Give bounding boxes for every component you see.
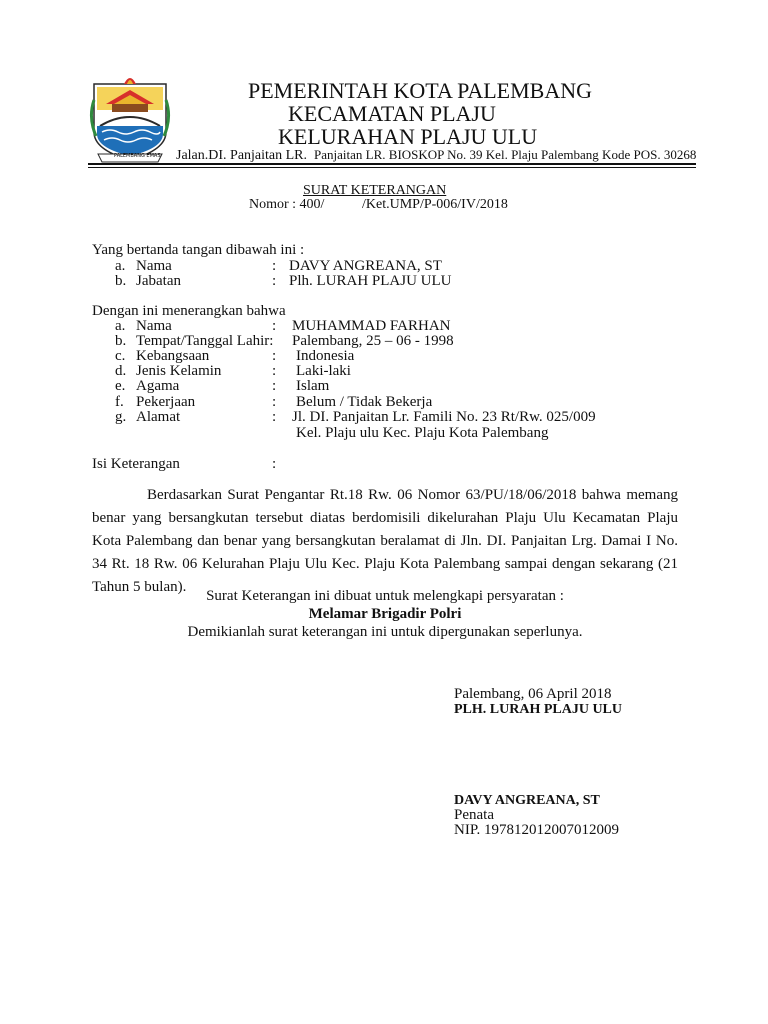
row-letter: a. <box>115 258 126 274</box>
row-value: MUHAMMAD FARHAN <box>292 318 451 334</box>
signature-name: DAVY ANGREANA, ST <box>454 793 600 808</box>
letterhead-address <box>176 146 696 164</box>
keterangan-paragraph-block <box>92 484 678 599</box>
letter-number-rest: /Ket.UMP/P-006/IV/2018 <box>362 197 508 212</box>
row-sep: : <box>272 394 277 410</box>
signature-rank: Penata <box>454 807 494 823</box>
keterangan-sep: : <box>272 456 277 472</box>
row-value: Islam <box>296 378 330 394</box>
row-sep: : <box>272 273 277 289</box>
row-label: Pekerjaan <box>136 394 196 410</box>
letterhead-line-2: KECAMATAN PLAJU <box>288 101 496 126</box>
purpose-text: Melamar Brigadir Polri <box>308 606 462 622</box>
keterangan-paragraph: Berdasarkan Surat Pengantar Rt.18 Rw. 06 Nomor 63/PU/18/06/2018 bahwa memang benar yang bersangkutan tersebut diatas berdomisili dikelurahan Plaju Ulu Kecamatan Plaju Kota Palembang dan benar yang bersangkutan beralamat di Jln. DI. Panjaitan Lrg. Damai I No. 34 Rt. 18 Rw. 06 Kelurahan Plaju Ulu Kec. Plaju Kota Palembang sampai dengan sekarang (21 Tahun 5 bulan). <box>92 487 678 595</box>
subject-intro: Dengan ini menerangkan bahwa <box>92 303 286 319</box>
letter-number-label: Nomor : 400/ <box>249 197 325 212</box>
address-part-2: Panjaitan LR. BIOSKOP No. 39 Kel. Plaju Palembang Kode POS. 30268 <box>314 147 697 162</box>
letterhead-line-1: PEMERINTAH KOTA PALEMBANG <box>248 78 593 103</box>
row-value: Jl. DI. Panjaitan Lr. Famili No. 23 Rt/Rw. 025/009 <box>292 409 596 425</box>
row-sep: : <box>272 348 277 364</box>
row-sep: : <box>272 318 277 334</box>
signature-place-date: Palembang, 06 April 2018 <box>454 686 612 702</box>
purpose-line: Surat Keterangan ini dibuat untuk melengkapi persyaratan : <box>206 588 564 604</box>
row-sep: : <box>272 409 277 425</box>
keterangan-label: Isi Keterangan <box>92 456 180 472</box>
row-label: Kebangsaan <box>136 348 210 364</box>
row-letter: b. <box>115 273 127 289</box>
row-letter: e. <box>115 378 126 394</box>
address-part-1: Jalan.DI. Panjaitan LR. <box>176 148 308 163</box>
closing-line: Demikianlah surat keterangan ini untuk dipergunakan seperlunya. <box>187 624 583 640</box>
row-letter: d. <box>115 363 127 379</box>
signer-intro: Yang bertanda tangan dibawah ini : <box>92 242 305 258</box>
row-sep: : <box>272 258 277 274</box>
subject-address-line-2: Kel. Plaju ulu Kec. Plaju Kota Palembang <box>296 425 549 441</box>
row-label: Nama <box>136 318 172 334</box>
row-label: Agama <box>136 378 180 394</box>
letter-title: SURAT KETERANGAN <box>303 183 447 198</box>
row-value: Plh. LURAH PLAJU ULU <box>289 273 452 289</box>
row-label: Nama <box>136 258 172 274</box>
row-sep: : <box>272 378 277 394</box>
row-letter: c. <box>115 348 126 364</box>
city-emblem-logo <box>88 70 172 166</box>
row-value: Laki-laki <box>296 363 351 379</box>
row-label: Jenis Kelamin <box>136 363 222 379</box>
logo-ribbon-text: PALEMBANG EMAS <box>114 153 161 159</box>
row-letter: f. <box>115 394 124 410</box>
row-label: Alamat <box>136 409 181 425</box>
signature-nip: NIP. 197812012007012009 <box>454 822 620 838</box>
row-sep: : <box>272 363 277 379</box>
letterhead-line-3: KELURAHAN PLAJU ULU <box>278 124 538 149</box>
row-label: Jabatan <box>136 273 181 289</box>
header-rule-thick <box>88 163 696 165</box>
row-label: Tempat/Tanggal Lahir: <box>136 333 274 349</box>
row-value: Indonesia <box>296 348 355 364</box>
row-value: DAVY ANGREANA, ST <box>289 258 442 274</box>
header-rule-thin <box>88 167 696 168</box>
row-value: Belum / Tidak Bekerja <box>296 394 433 410</box>
signature-position: PLH. LURAH PLAJU ULU <box>454 702 623 717</box>
row-letter: b. <box>115 333 127 349</box>
row-value: Palembang, 25 – 06 - 1998 <box>292 333 454 349</box>
row-letter: a. <box>115 318 126 334</box>
row-letter: g. <box>115 409 127 425</box>
